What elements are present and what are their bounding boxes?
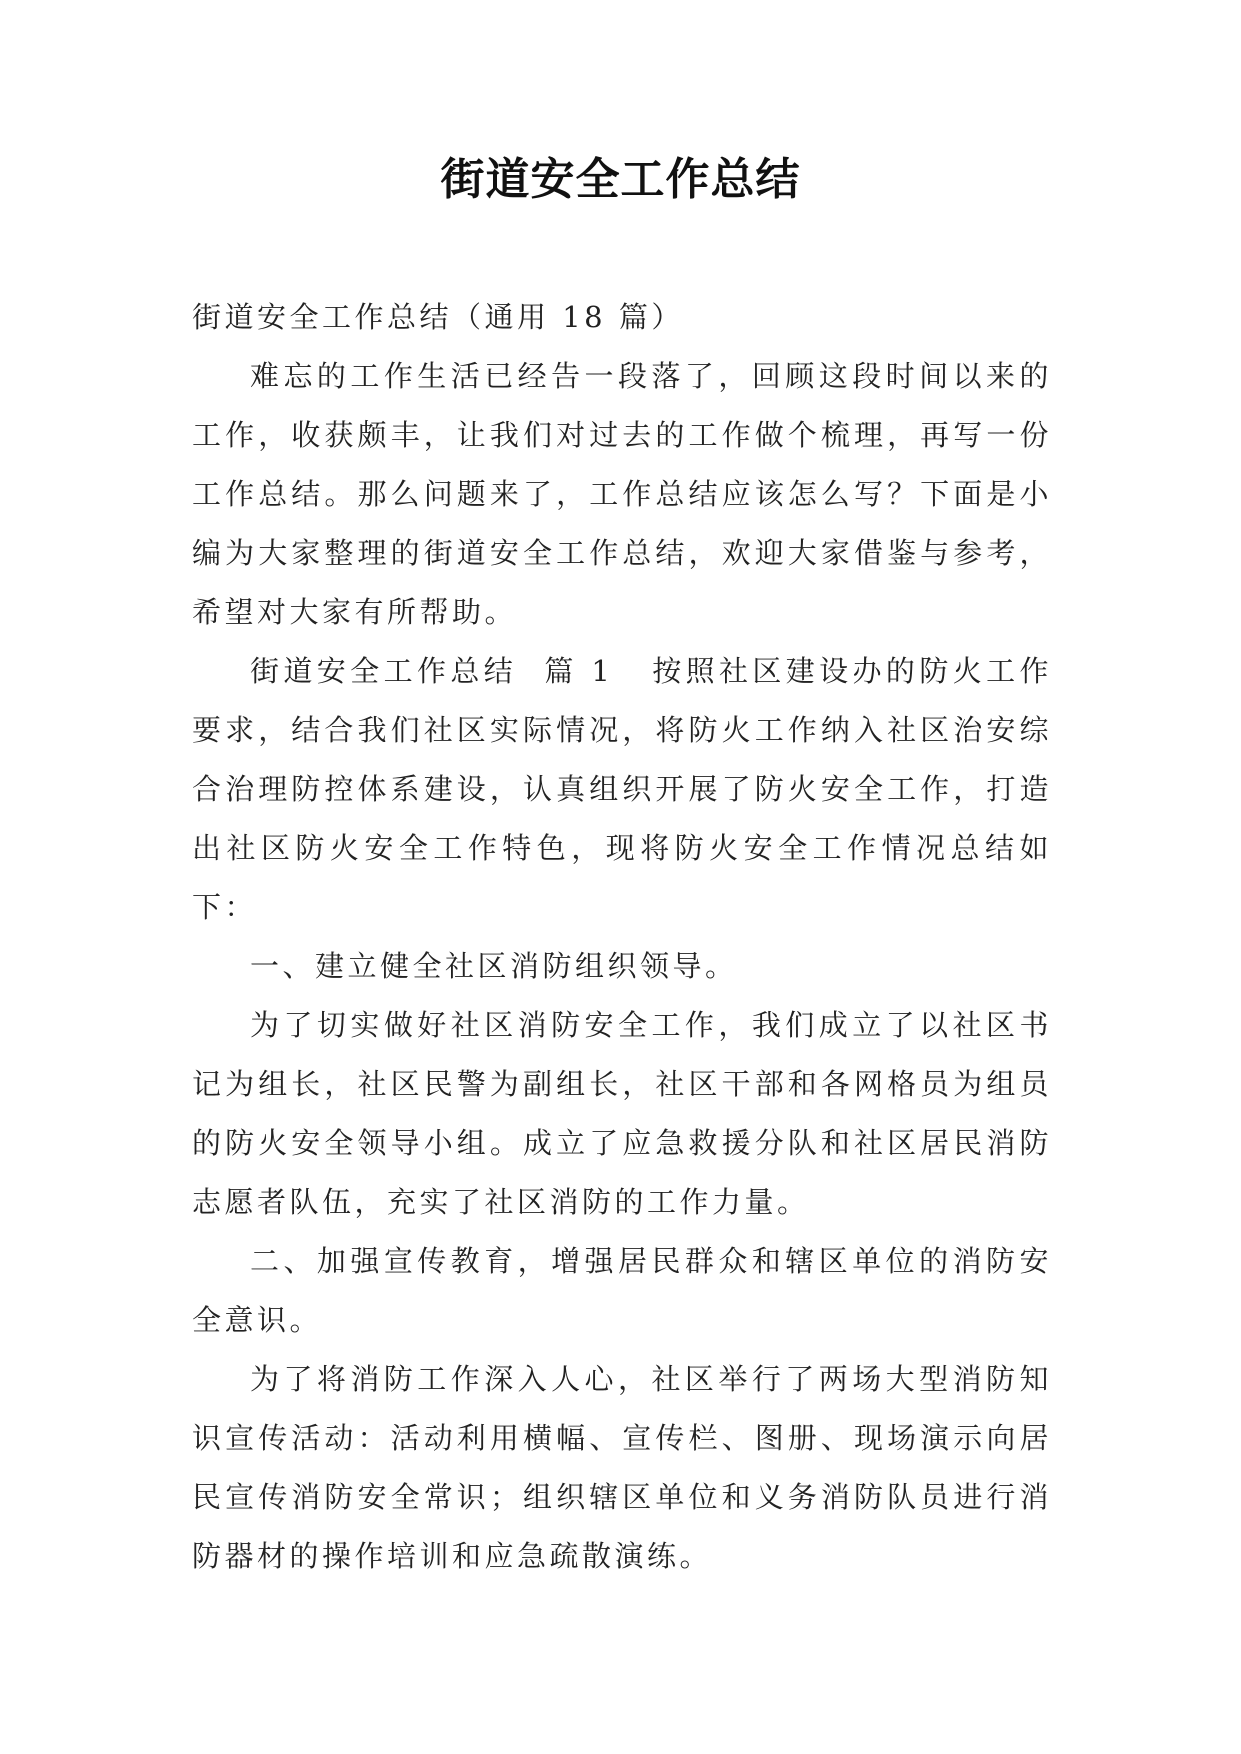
heading-education: 二、加强宣传教育，增强居民群众和辖区单位的消防安全意识。 [192, 1244, 1052, 1337]
document-title: 街道安全工作总结 [440, 154, 801, 205]
document-body [192, 288, 1052, 1586]
section-1-heading: 街道安全工作总结 篇 1 [250, 654, 614, 688]
intro-paragraph: 难忘的工作生活已经告一段落了，回顾这段时间以来的工作，收获颇丰，让我们对过去的工作做个梳理，再写一份工作总结。那么问题来了，工作总结应该怎么写？下面是小编为大家整理的街道安全工作总结，欢迎大家借鉴与参考，希望对大家有所帮助。 [192, 359, 1052, 629]
education-paragraph: 为了将消防工作深入人心，社区举行了两场大型消防知识宣传活动：活动利用横幅、宣传栏、图册、现场演示向居民宣传消防安全常识；组织辖区单位和义务消防队员进行消防器材的操作培训和应急疏散演练。 [192, 1362, 1052, 1573]
organization-paragraph: 为了切实做好社区消防安全工作，我们成立了以社区书记为组长，社区民警为副组长，社区干部和各网格员为组员的防火安全领导小组。成立了应急救援分队和社区居民消防志愿者队伍，充实了社区消防的工作力量。 [192, 1008, 1052, 1219]
heading-organization: 一、建立健全社区消防组织领导。 [250, 949, 738, 983]
document-subtitle: 街道安全工作总结（通用 18 篇） [192, 300, 684, 334]
section-1-text: 按照社区建设办的防火工作要求，结合我们社区实际情况，将防火工作纳入社区治安综合治理防控体系建设，认真组织开展了防火安全工作，打造出社区防火安全工作特色，现将防火安全工作情况总结如下： [192, 654, 1052, 924]
section-1-paragraph [192, 642, 1052, 937]
